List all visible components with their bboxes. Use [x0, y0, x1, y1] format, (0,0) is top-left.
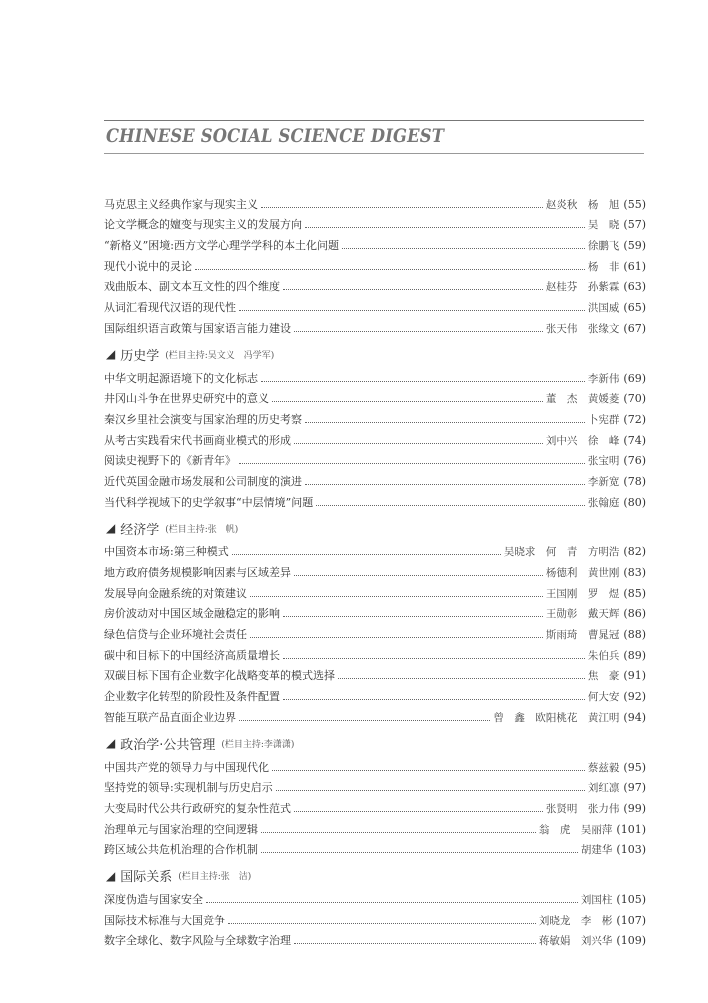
- paren-close: ): [641, 934, 646, 948]
- entry-page-number: [623, 392, 646, 406]
- paren-close: ): [641, 913, 646, 927]
- paren-open: (: [623, 259, 628, 273]
- paren-close: ): [641, 454, 646, 468]
- header-top-rule: [104, 120, 644, 121]
- paren-close: ): [641, 412, 646, 426]
- entry-page-number: [623, 198, 646, 212]
- dotted-leader: [250, 596, 543, 597]
- page-number: 101: [620, 822, 642, 836]
- page-number: 78: [627, 474, 642, 488]
- entry-title: 房价波动对中国区域金融稳定的影响: [104, 607, 280, 621]
- toc-entry[interactable]: [104, 621, 646, 642]
- paren-open: (: [623, 710, 628, 724]
- entry-authors: 翁 虎 吴丽萍: [538, 823, 613, 836]
- entry-title: 中国共产党的领导力与中国现代化: [104, 760, 269, 774]
- section-title: 经济学: [120, 522, 160, 538]
- entry-page-number: [616, 914, 646, 928]
- paren-close: ): [641, 781, 646, 795]
- entry-title: 当代科学视域下的史学叙事“中层情境”问题: [104, 495, 314, 509]
- paren-close: ): [641, 218, 646, 232]
- section-editor: (栏目主持:张 帆): [165, 524, 239, 535]
- paren-close: ): [641, 607, 646, 621]
- toc-entry[interactable]: [104, 427, 646, 448]
- entry-title: 马克思主义经典作家与现实主义: [104, 197, 258, 211]
- toc-entry[interactable]: [104, 232, 646, 253]
- dotted-leader: [272, 770, 585, 771]
- entry-page-number: [623, 322, 646, 336]
- dotted-leader: [283, 658, 585, 659]
- entry-page-number: [623, 649, 646, 663]
- entry-authors: 胡建华: [580, 844, 613, 857]
- entry-authors: 焦 豪: [587, 670, 620, 683]
- entry-authors: 王勋彰 戴天辉: [545, 608, 620, 621]
- entry-authors: 李新伟: [587, 372, 620, 385]
- paren-close: ): [641, 586, 646, 600]
- toc-entry[interactable]: [104, 212, 646, 233]
- page-number: 67: [627, 321, 642, 335]
- section-heading: [104, 867, 646, 884]
- entry-page-number: [623, 628, 646, 642]
- entry-title: 国际技术标准与大国竞争: [104, 913, 225, 927]
- section-heading: [104, 520, 646, 537]
- entry-authors: 朱伯兵: [587, 649, 620, 662]
- entry-title: 地方政府债务规模影响因素与区域差异: [104, 566, 291, 579]
- paren-close: ): [641, 197, 646, 211]
- entry-page-number: [623, 761, 646, 775]
- dotted-leader: [272, 401, 543, 402]
- page-number: 74: [627, 433, 642, 447]
- paren-close: ): [641, 433, 646, 447]
- toc-entry[interactable]: [104, 704, 646, 725]
- page-number: 95: [627, 760, 642, 774]
- page-number: 70: [627, 392, 642, 406]
- entry-title: 近代英国金融市场发展和公司制度的演进: [104, 474, 302, 488]
- page-number: 65: [627, 301, 642, 315]
- entry-page-number: [623, 475, 646, 489]
- toc-entry[interactable]: [104, 191, 646, 212]
- paren-open: (: [623, 648, 628, 662]
- section-editor: (栏目主持:吴文义 冯学军): [165, 350, 275, 361]
- page-number: 82: [627, 545, 642, 559]
- page-number: 107: [620, 913, 642, 927]
- entry-page-number: [623, 587, 646, 601]
- section-editor: (栏目主持:李潇潇): [221, 739, 295, 750]
- toc-entry[interactable]: [104, 489, 646, 510]
- paren-open: (: [623, 586, 628, 600]
- entry-authors: 蒋敏娟 刘兴华: [538, 935, 613, 948]
- triangle-marker-icon: ◢: [106, 521, 116, 536]
- entry-title: 坚持党的领导:实现机制与历史启示: [104, 781, 273, 795]
- paren-close: ): [641, 280, 646, 294]
- entry-authors: 何大安: [587, 691, 620, 704]
- dotted-leader: [305, 422, 585, 423]
- entry-authors: 刘国柱: [580, 893, 613, 906]
- page-number: 99: [627, 801, 642, 815]
- toc-entry[interactable]: [104, 468, 646, 489]
- triangle-marker-icon: ◢: [106, 347, 116, 362]
- paren-close: ): [641, 545, 646, 559]
- dotted-leader: [294, 811, 543, 812]
- paren-open: (: [623, 628, 628, 642]
- paren-close: ): [641, 301, 646, 315]
- paren-open: (: [616, 843, 621, 857]
- page-number: 94: [627, 710, 642, 724]
- entry-page-number: [623, 566, 646, 580]
- toc-entry[interactable]: [104, 406, 646, 427]
- toc-entry[interactable]: [104, 642, 646, 663]
- page-number: 83: [627, 566, 642, 579]
- paren-open: (: [623, 301, 628, 315]
- toc-entry[interactable]: [104, 663, 646, 684]
- entry-authors: 徐鹏飞: [587, 240, 620, 253]
- paren-open: (: [623, 454, 628, 468]
- dotted-leader: [338, 678, 585, 679]
- toc-section: [104, 520, 646, 725]
- table-of-contents: [104, 191, 646, 948]
- toc-entry[interactable]: [104, 816, 646, 837]
- paren-open: (: [623, 801, 628, 815]
- dotted-leader: [305, 484, 585, 485]
- paren-close: ): [641, 371, 646, 385]
- paren-close: ): [641, 392, 646, 406]
- page-number: 86: [627, 607, 642, 621]
- entry-title: 中国资本市场:第三种模式: [104, 545, 229, 559]
- section-title: 政治学·公共管理: [120, 737, 216, 753]
- entry-title: 数字全球化、数字风险与全球数字治理: [104, 934, 291, 948]
- dotted-leader: [305, 227, 585, 228]
- page-number: 76: [627, 454, 642, 468]
- journal-title: CHINESE SOCIAL SCIENCE DIGEST: [106, 125, 445, 147]
- page-number: 88: [627, 628, 642, 642]
- toc-section: [104, 867, 646, 948]
- entry-page-number: [623, 434, 646, 448]
- entry-page-number: [623, 545, 646, 559]
- dotted-leader: [261, 207, 543, 208]
- dotted-leader: [206, 902, 578, 903]
- dotted-leader: [294, 443, 543, 444]
- section-heading: [104, 735, 646, 752]
- toc-entry[interactable]: [104, 580, 646, 601]
- entry-title: 现代小说中的灵论: [104, 259, 192, 273]
- paren-open: (: [623, 566, 628, 579]
- paren-open: (: [623, 607, 628, 621]
- page-number: 91: [627, 669, 642, 683]
- toc-section: [104, 735, 646, 857]
- entry-title: 井冈山斗争在世界史研究中的意义: [104, 392, 269, 406]
- entry-page-number: [623, 413, 646, 427]
- paren-open: (: [623, 690, 628, 704]
- section-title: 历史学: [120, 348, 160, 364]
- toc-entry[interactable]: [104, 365, 646, 386]
- section-editor: (栏目主持:张 洁): [178, 872, 252, 883]
- toc-entry[interactable]: [104, 274, 646, 295]
- entry-title: 智能互联产品直面企业边界: [104, 710, 236, 724]
- entry-authors: 卜宪群: [587, 413, 620, 426]
- dotted-leader: [283, 289, 543, 290]
- paren-close: ): [641, 760, 646, 774]
- toc-entry[interactable]: [104, 559, 646, 580]
- toc-entry[interactable]: [104, 886, 646, 907]
- entry-authors: 董 杰 黄媛菱: [545, 393, 620, 406]
- toc-entry[interactable]: [104, 907, 646, 928]
- dotted-leader: [283, 616, 543, 617]
- page-number: 103: [620, 843, 642, 857]
- entry-title: 从词汇看现代汉语的现代性: [104, 301, 236, 315]
- paren-close: ): [641, 566, 646, 579]
- toc-entry[interactable]: [104, 315, 646, 336]
- paren-close: ): [641, 321, 646, 335]
- entry-title: 论文学概念的嬗变与现实主义的发展方向: [104, 218, 302, 232]
- entry-authors: 刘晓龙 李 彬: [538, 914, 613, 927]
- entry-page-number: [623, 781, 646, 795]
- entry-title: 从考古实践看宋代书画商业模式的形成: [104, 433, 291, 447]
- entry-page-number: [623, 239, 646, 253]
- page-number: 85: [627, 586, 642, 600]
- page-number: 61: [627, 259, 642, 273]
- paren-open: (: [616, 934, 621, 948]
- entry-authors: 张贤明 张力伟: [545, 802, 620, 815]
- entry-authors: 张天伟 张缘文: [545, 322, 620, 335]
- toc-entry[interactable]: [104, 683, 646, 704]
- dotted-leader: [276, 790, 585, 791]
- page-number: 69: [627, 371, 642, 385]
- toc-entry[interactable]: [104, 539, 646, 560]
- dotted-leader: [261, 381, 585, 382]
- paren-close: ): [641, 239, 646, 253]
- toc-entry[interactable]: [104, 754, 646, 775]
- entry-title: 戏曲版本、副文本互文性的四个维度: [104, 280, 280, 294]
- paren-open: (: [623, 321, 628, 335]
- paren-open: (: [623, 371, 628, 385]
- entry-authors: 吴 晓: [587, 219, 620, 232]
- paren-close: ): [641, 892, 646, 906]
- page-number: 59: [627, 239, 642, 253]
- paren-close: ): [641, 648, 646, 662]
- dotted-leader: [228, 923, 536, 924]
- paren-close: ): [641, 495, 646, 509]
- dotted-leader: [294, 575, 543, 576]
- entry-page-number: [623, 607, 646, 621]
- entry-page-number: [616, 934, 646, 948]
- entry-authors: 杨 非: [587, 260, 620, 273]
- paren-open: (: [623, 412, 628, 426]
- entry-page-number: [623, 690, 646, 704]
- page-number: 105: [620, 892, 642, 906]
- entry-authors: 洪国威: [587, 302, 620, 315]
- paren-close: ): [641, 628, 646, 642]
- entry-title: 深度伪造与国家安全: [104, 892, 203, 906]
- toc-entry[interactable]: [104, 386, 646, 407]
- dotted-leader: [261, 832, 536, 833]
- paren-open: (: [623, 545, 628, 559]
- entry-authors: 李新宽: [587, 475, 620, 488]
- paren-open: (: [616, 913, 621, 927]
- dotted-leader: [239, 310, 585, 311]
- entry-authors: 刘中兴 徐 峰: [545, 434, 620, 447]
- dotted-leader: [261, 852, 578, 853]
- entry-title: 碳中和目标下的中国经济高质量增长: [104, 648, 280, 662]
- entry-authors: 王国刚 罗 煜: [545, 587, 620, 600]
- toc-section: [104, 346, 646, 510]
- page-number: 55: [627, 197, 642, 211]
- entry-authors: 张翰庭: [587, 496, 620, 509]
- page-number: 80: [627, 495, 642, 509]
- entry-page-number: [623, 280, 646, 294]
- toc-entry[interactable]: [104, 294, 646, 315]
- page-number: 89: [627, 648, 642, 662]
- entry-authors: 杨德利 黄世刚: [545, 567, 620, 579]
- paren-open: (: [623, 474, 628, 488]
- paren-close: ): [641, 259, 646, 273]
- page-number: 92: [627, 690, 642, 704]
- dotted-leader: [294, 331, 543, 332]
- paren-close: ): [641, 801, 646, 815]
- toc-entry[interactable]: [104, 928, 646, 949]
- paren-close: ): [641, 822, 646, 836]
- entry-title: 绿色信贷与企业环境社会责任: [104, 628, 247, 642]
- entry-page-number: [623, 372, 646, 386]
- toc-entry[interactable]: [104, 775, 646, 796]
- entry-page-number: [616, 893, 646, 907]
- toc-entry[interactable]: [104, 253, 646, 274]
- section-title: 国际关系: [120, 870, 173, 886]
- paren-open: (: [623, 392, 628, 406]
- dotted-leader: [294, 943, 536, 944]
- paren-open: (: [616, 892, 621, 906]
- paren-open: (: [623, 197, 628, 211]
- entry-page-number: [623, 669, 646, 683]
- dotted-leader: [283, 699, 585, 700]
- entry-title: 治理单元与国家治理的空间逻辑: [104, 822, 258, 836]
- entry-title: 大变局时代公共行政研究的复杂性范式: [104, 801, 291, 815]
- paren-open: (: [623, 239, 628, 253]
- paren-open: (: [623, 760, 628, 774]
- paren-close: ): [641, 843, 646, 857]
- header-bottom-rule: [104, 153, 644, 154]
- entry-title: 企业数字化转型的阶段性及条件配置: [104, 690, 280, 704]
- paren-close: ): [641, 669, 646, 683]
- entry-authors: 赵桂芬 孙紫霖: [545, 281, 620, 294]
- toc-section: [104, 191, 646, 336]
- entry-page-number: [623, 711, 646, 725]
- paren-close: ): [641, 710, 646, 724]
- triangle-marker-icon: ◢: [106, 736, 116, 751]
- toc-entry[interactable]: [104, 795, 646, 816]
- entry-page-number: [623, 496, 646, 510]
- dotted-leader: [250, 637, 543, 638]
- paren-close: ): [641, 690, 646, 704]
- paren-open: (: [623, 495, 628, 509]
- entry-authors: 张宝明: [587, 455, 620, 468]
- entry-title: 中华文明起源语境下的文化标志: [104, 371, 258, 385]
- page-number: 72: [627, 412, 642, 426]
- dotted-leader: [232, 554, 501, 555]
- entry-title: “新格义”困境:西方文学心理学学科的本土化问题: [104, 239, 339, 253]
- toc-entry[interactable]: [104, 601, 646, 622]
- entry-authors: 蔡兹毅: [587, 761, 620, 774]
- entry-title: 双碳目标下国有企业数字化战略变革的模式选择: [104, 669, 335, 683]
- entry-authors: 吴晓求 何 青 方明浩: [503, 546, 620, 559]
- entry-authors: 斯雨琦 曹晁冠: [545, 629, 620, 642]
- entry-title: 发展导向金融系统的对策建议: [104, 586, 247, 600]
- entry-title: 秦汉乡里社会演变与国家治理的历史考察: [104, 412, 302, 426]
- paren-close: ): [641, 474, 646, 488]
- paren-open: (: [623, 781, 628, 795]
- entry-title: 国际组织语言政策与国家语言能力建设: [104, 321, 291, 335]
- triangle-marker-icon: ◢: [106, 868, 116, 883]
- toc-entry[interactable]: [104, 448, 646, 469]
- dotted-leader: [195, 269, 585, 270]
- paren-open: (: [623, 669, 628, 683]
- entry-page-number: [623, 802, 646, 816]
- entry-page-number: [623, 301, 646, 315]
- dotted-leader: [239, 463, 585, 464]
- entry-authors: 曾 鑫 欧阳桃花 黄江明: [493, 711, 620, 724]
- dotted-leader: [239, 720, 490, 721]
- entry-page-number: [623, 454, 646, 468]
- page-number: 63: [627, 280, 642, 294]
- entry-title: 跨区域公共危机治理的合作机制: [104, 843, 258, 857]
- toc-entry[interactable]: [104, 837, 646, 858]
- paren-open: (: [623, 433, 628, 447]
- section-heading: [104, 346, 646, 363]
- dotted-leader: [316, 505, 585, 506]
- entry-page-number: [616, 823, 646, 837]
- entry-page-number: [623, 218, 646, 232]
- paren-open: (: [623, 280, 628, 294]
- entry-page-number: [623, 260, 646, 274]
- dotted-leader: [342, 248, 585, 249]
- paren-open: (: [616, 822, 621, 836]
- page-number: 57: [627, 218, 642, 232]
- paren-open: (: [623, 218, 628, 232]
- entry-authors: 赵炎秋 杨 旭: [545, 198, 620, 211]
- page-number: 109: [620, 934, 642, 948]
- entry-title: 阅读史视野下的《新青年》: [104, 454, 236, 468]
- entry-authors: 刘红凛: [587, 782, 620, 795]
- entry-page-number: [616, 843, 646, 857]
- page-number: 97: [627, 781, 642, 795]
